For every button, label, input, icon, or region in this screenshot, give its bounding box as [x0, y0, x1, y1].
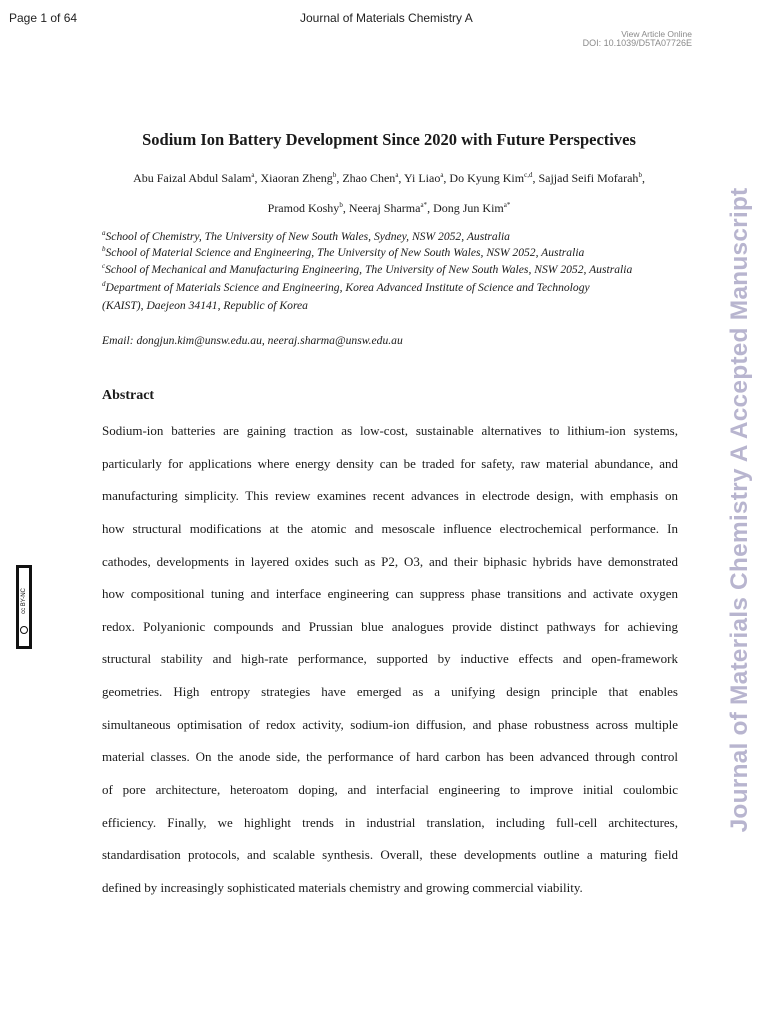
abstract-line: structural stability and high-rate performance, supported by inductive effects and open-framework	[102, 651, 678, 667]
author-separator: ,	[641, 171, 645, 185]
author-separator: ,	[443, 171, 450, 185]
author-name: Neeraj Sharma	[348, 201, 421, 215]
affiliation-c: $^c$School of Mechanical and Manufacturing Engineering, The University of New South Wales, NSW 2052, Australia	[102, 262, 633, 276]
author-affiliation-mark: a	[395, 171, 399, 179]
cc-badge-panel	[19, 568, 29, 646]
affiliation-d-continued: (KAIST), Daejeon 34141, Republic of Korea	[102, 299, 308, 312]
author-list-line-1	[0, 171, 768, 186]
author-affiliation-mark: b	[339, 201, 343, 209]
author-name: Do Kyung Kim	[449, 171, 525, 185]
abstract-line: defined by increasingly sophisticated materials chemistry and growing commercial viability.	[102, 879, 583, 895]
author-separator: ,	[254, 171, 261, 185]
author-separator: ,	[336, 171, 343, 185]
paper-title: Sodium Ion Battery Development Since 2020 with Future Perspectives	[142, 130, 636, 149]
abstract-line: of pore architecture, heteroatom doping, and interfacial engineering to improve initial coulombic	[102, 782, 678, 798]
abstract-line: geometries. High entropy strategies have emerged as a unifying design principle that enables	[102, 684, 678, 700]
abstract-body	[102, 418, 678, 908]
author-affiliation-mark: b	[638, 171, 642, 179]
abstract-line: particularly for applications where energy density can be traded for safety, raw material abundance, and	[102, 455, 678, 471]
journal-header: Journal of Materials Chemistry A	[300, 11, 473, 25]
abstract-line: Sodium-ion batteries are gaining traction as low-cost, sustainable alternatives to lithium-ion systems,	[102, 423, 678, 438]
author-affiliation-mark: a*	[420, 201, 428, 209]
author-name: Xiaoran Zheng	[260, 171, 333, 185]
abstract-line: standardisation protocols, and scalable synthesis. Overall, these developments outline a maturing field	[102, 847, 678, 863]
affiliation-d: $^d$Department of Materials Science and Engineering, Korea Advanced Institute of Science and Technology	[102, 280, 590, 294]
corresponding-email: Email: dongjun.kim@unsw.edu.au, neeraj.sharma@unsw.edu.au	[102, 334, 403, 347]
affiliation-b: $^b$School of Material Science and Engineering, The University of New South Wales, NSW 2052, Australia	[102, 245, 585, 259]
author-affiliation-mark: a*	[503, 201, 511, 209]
abstract-line: how compositional tuning and interface engineering can suppress phase transitions and activate oxygen	[102, 586, 678, 602]
accepted-manuscript-watermark: Journal of Materials Chemistry A Accepted Manuscript	[726, 187, 753, 833]
abstract-line: efficiency. Finally, we highlight trends in industrial translation, including full-cell architectures,	[102, 814, 678, 830]
author-separator: ,	[342, 201, 349, 215]
author-name: Abu Faizal Abdul Salam	[133, 171, 252, 185]
doi-link[interactable]: DOI: 10.1039/D5TA07726E	[582, 38, 692, 48]
abstract-line: redox. Polyanionic compounds and Prussian blue analogues provide distinct pathways for achieving	[102, 618, 678, 634]
author-separator: ,	[398, 171, 404, 185]
abstract-line: simultaneous optimisation of redox activity, sodium-ion diffusion, and phase robustness across multiple	[102, 716, 678, 732]
abstract-heading: Abstract	[102, 388, 155, 403]
author-separator: ,	[532, 171, 539, 185]
author-list-line-2	[0, 201, 768, 216]
abstract-line: material classes. On the anode side, the performance of hard carbon has been advanced through control	[102, 749, 678, 765]
cc-license-label: cc BY-NC	[21, 588, 27, 614]
author-separator: ,	[427, 201, 434, 215]
abstract-line: cathodes, developments in layered oxides such as P2, O3, and their biphasic hybrids have demonstrated	[102, 553, 678, 569]
author-name: Dong Jun Kim	[433, 201, 504, 215]
author-affiliation-mark: c,d	[524, 171, 533, 179]
abstract-line: manufacturing simplicity. This review examines recent advances in electrode design, with emphasis on	[102, 488, 678, 504]
author-affiliation-mark: b	[332, 171, 337, 179]
author-name: Zhao Chen	[342, 171, 396, 185]
affiliation-a: $^a$School of Chemistry, The University of New South Wales, Sydney, NSW 2052, Australia	[102, 229, 510, 243]
page-number: Page 1 of 64	[9, 11, 78, 25]
author-name: Yi Liao	[403, 171, 441, 185]
cc-license-badge[interactable]	[16, 565, 32, 649]
cc-logo-icon	[20, 626, 28, 634]
author-name: Sajjad Seifi Mofarah	[538, 171, 639, 185]
view-article-online-link[interactable]: View Article Online	[621, 29, 692, 39]
author-affiliation-mark: a	[251, 171, 255, 179]
abstract-line: how structural modifications at the atomic and mesoscale influence electrochemical performance. In	[102, 520, 678, 536]
author-name: Pramod Koshy	[267, 201, 340, 215]
author-affiliation-mark: a	[440, 171, 444, 179]
